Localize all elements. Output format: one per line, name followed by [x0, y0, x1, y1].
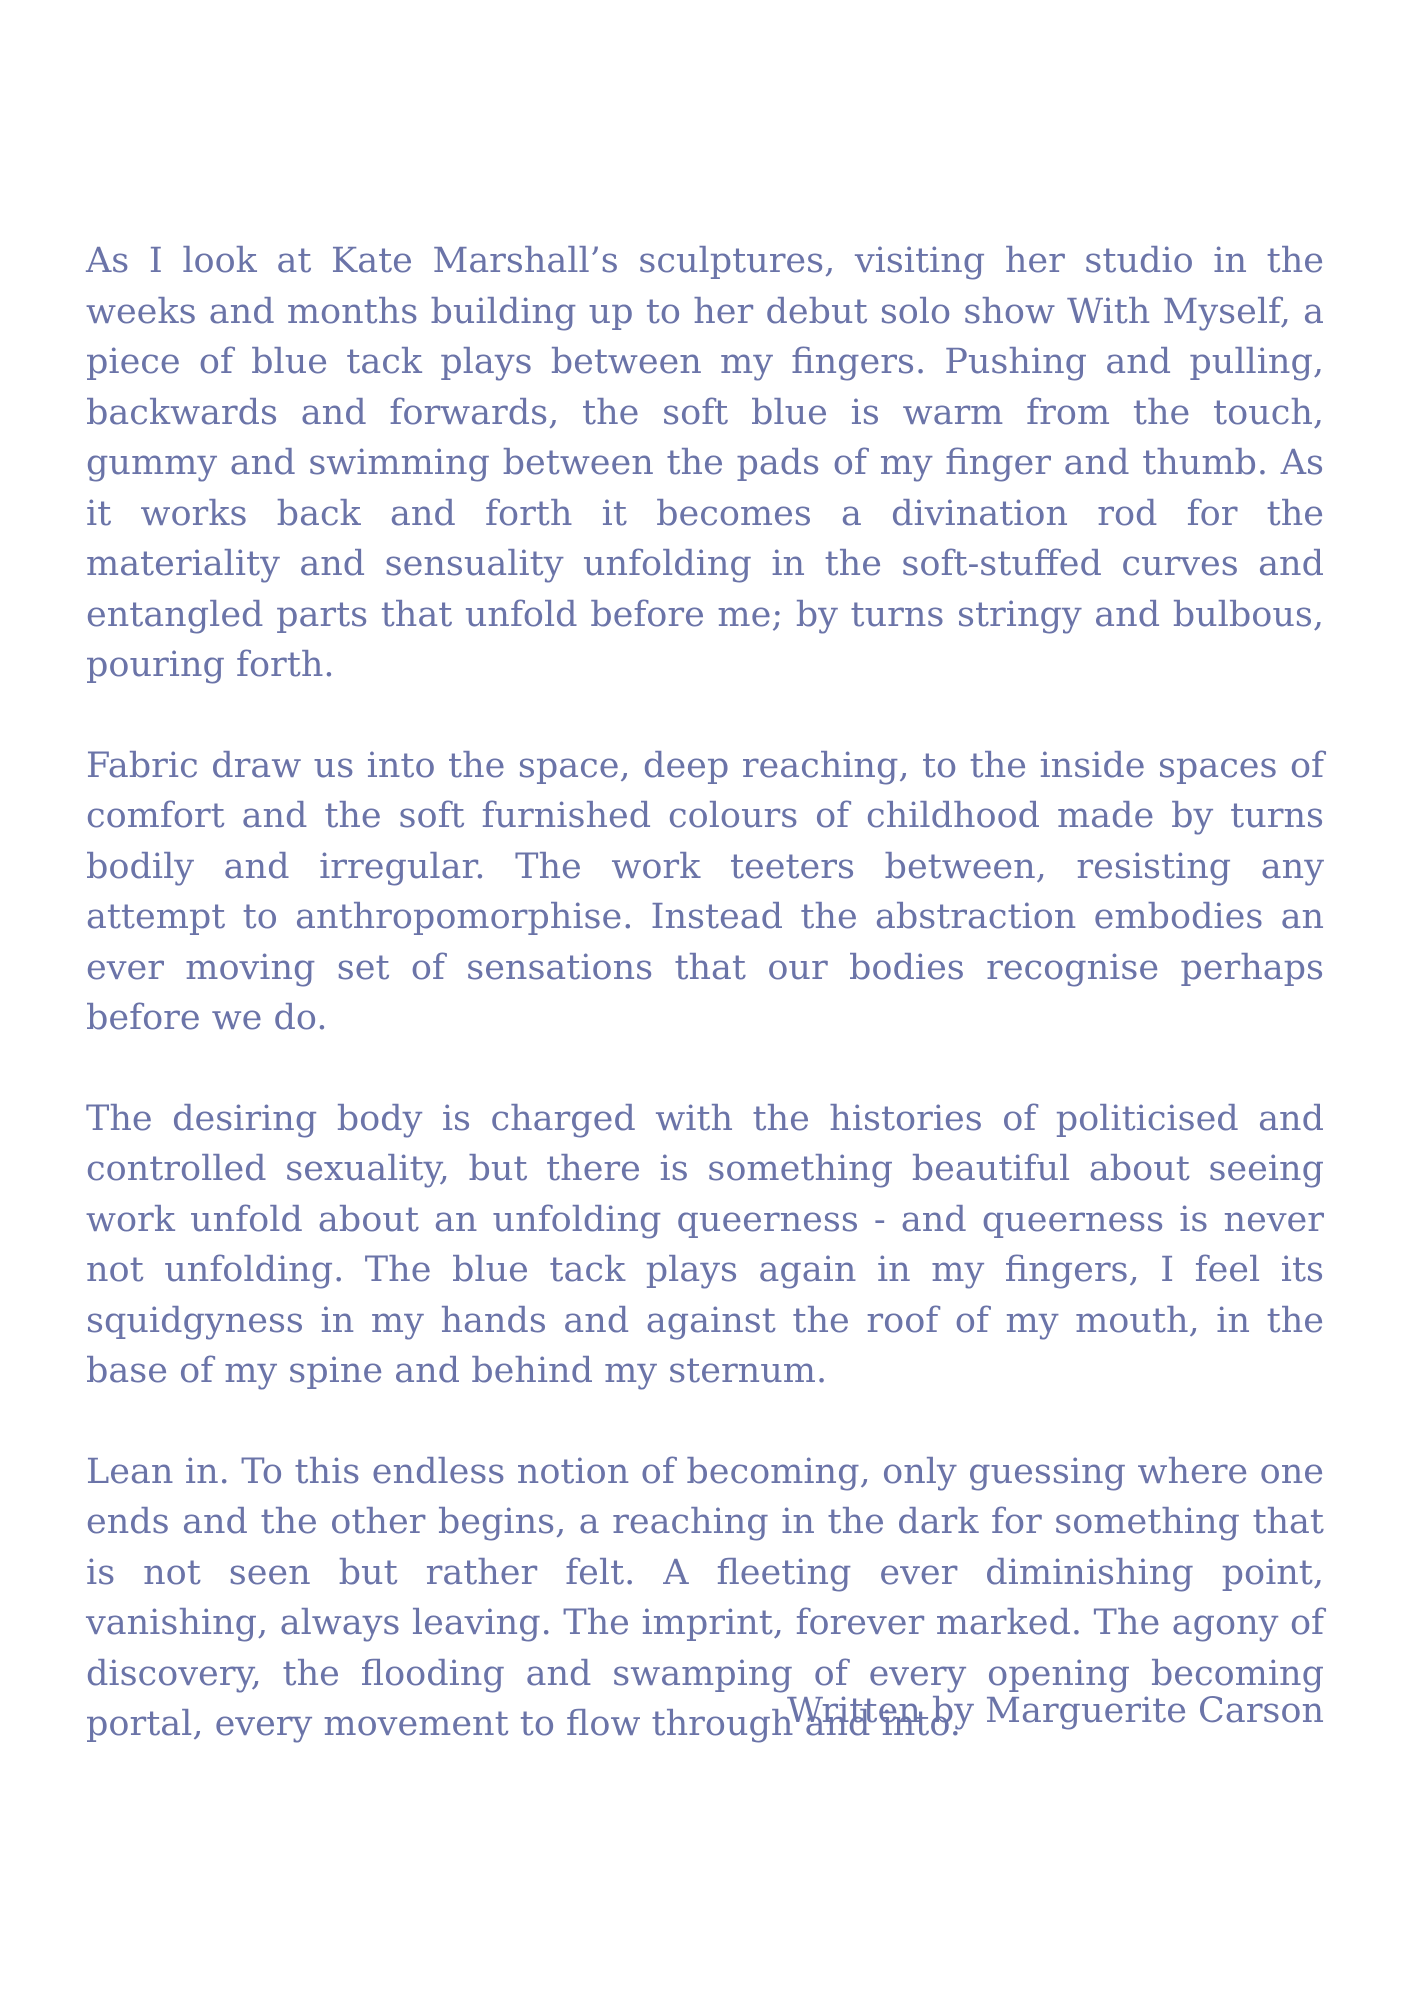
- essay-paragraph-4: Lean in. To this endless notion of becoming, only guessing where one ends and the other begins, a reaching in the dark for something that is not seen but rather felt. A fleeting ever diminishing point, vanishing, always leaving. The imprint, forever marked. The agony of discovery, the flooding and swamping of every opening becoming portal, every movement to flow through and into.: [86, 1451, 1324, 1744]
- essay-paragraph-2: Fabric draw us into the space, deep reaching, to the inside spaces of comfort and the soft furnished colours of childhood made by turns bodily and irregular. The work teeters between, resisting any attempt to anthropomorphise. Instead the abstraction embodies an ever moving set of sensations that our bodies recognise perhaps before we do.: [86, 745, 1324, 1038]
- essay-body: [86, 236, 1324, 1800]
- essay-paragraph-1: As I look at Kate Marshall’s sculptures, visiting her studio in the weeks and months building up to her debut solo show With Myself, a piece of blue tack plays between my fingers. Pushing and pulling, backwards and forwards, the soft blue is warm from the touch, gummy and swimming between the pads of my finger and thumb. As it works back and forth it becomes a divination rod for the materiality and sensuality unfolding in the soft-stuffed curves and entangled parts that unfold before me; by turns stringy and bulbous, pouring forth.: [86, 241, 1324, 685]
- author-signature: Written by Marguerite Carson: [786, 1691, 1324, 1731]
- essay-paragraph-3: The desiring body is charged with the histories of politicised and controlled sexuality, but there is something beautiful about seeing work unfold about an unfolding queerness - and queerness is never not unfolding. The blue tack plays again in my fingers, I feel its squidgyness in my hands and against the roof of my mouth, in the base of my spine and behind my sternum.: [86, 1098, 1324, 1391]
